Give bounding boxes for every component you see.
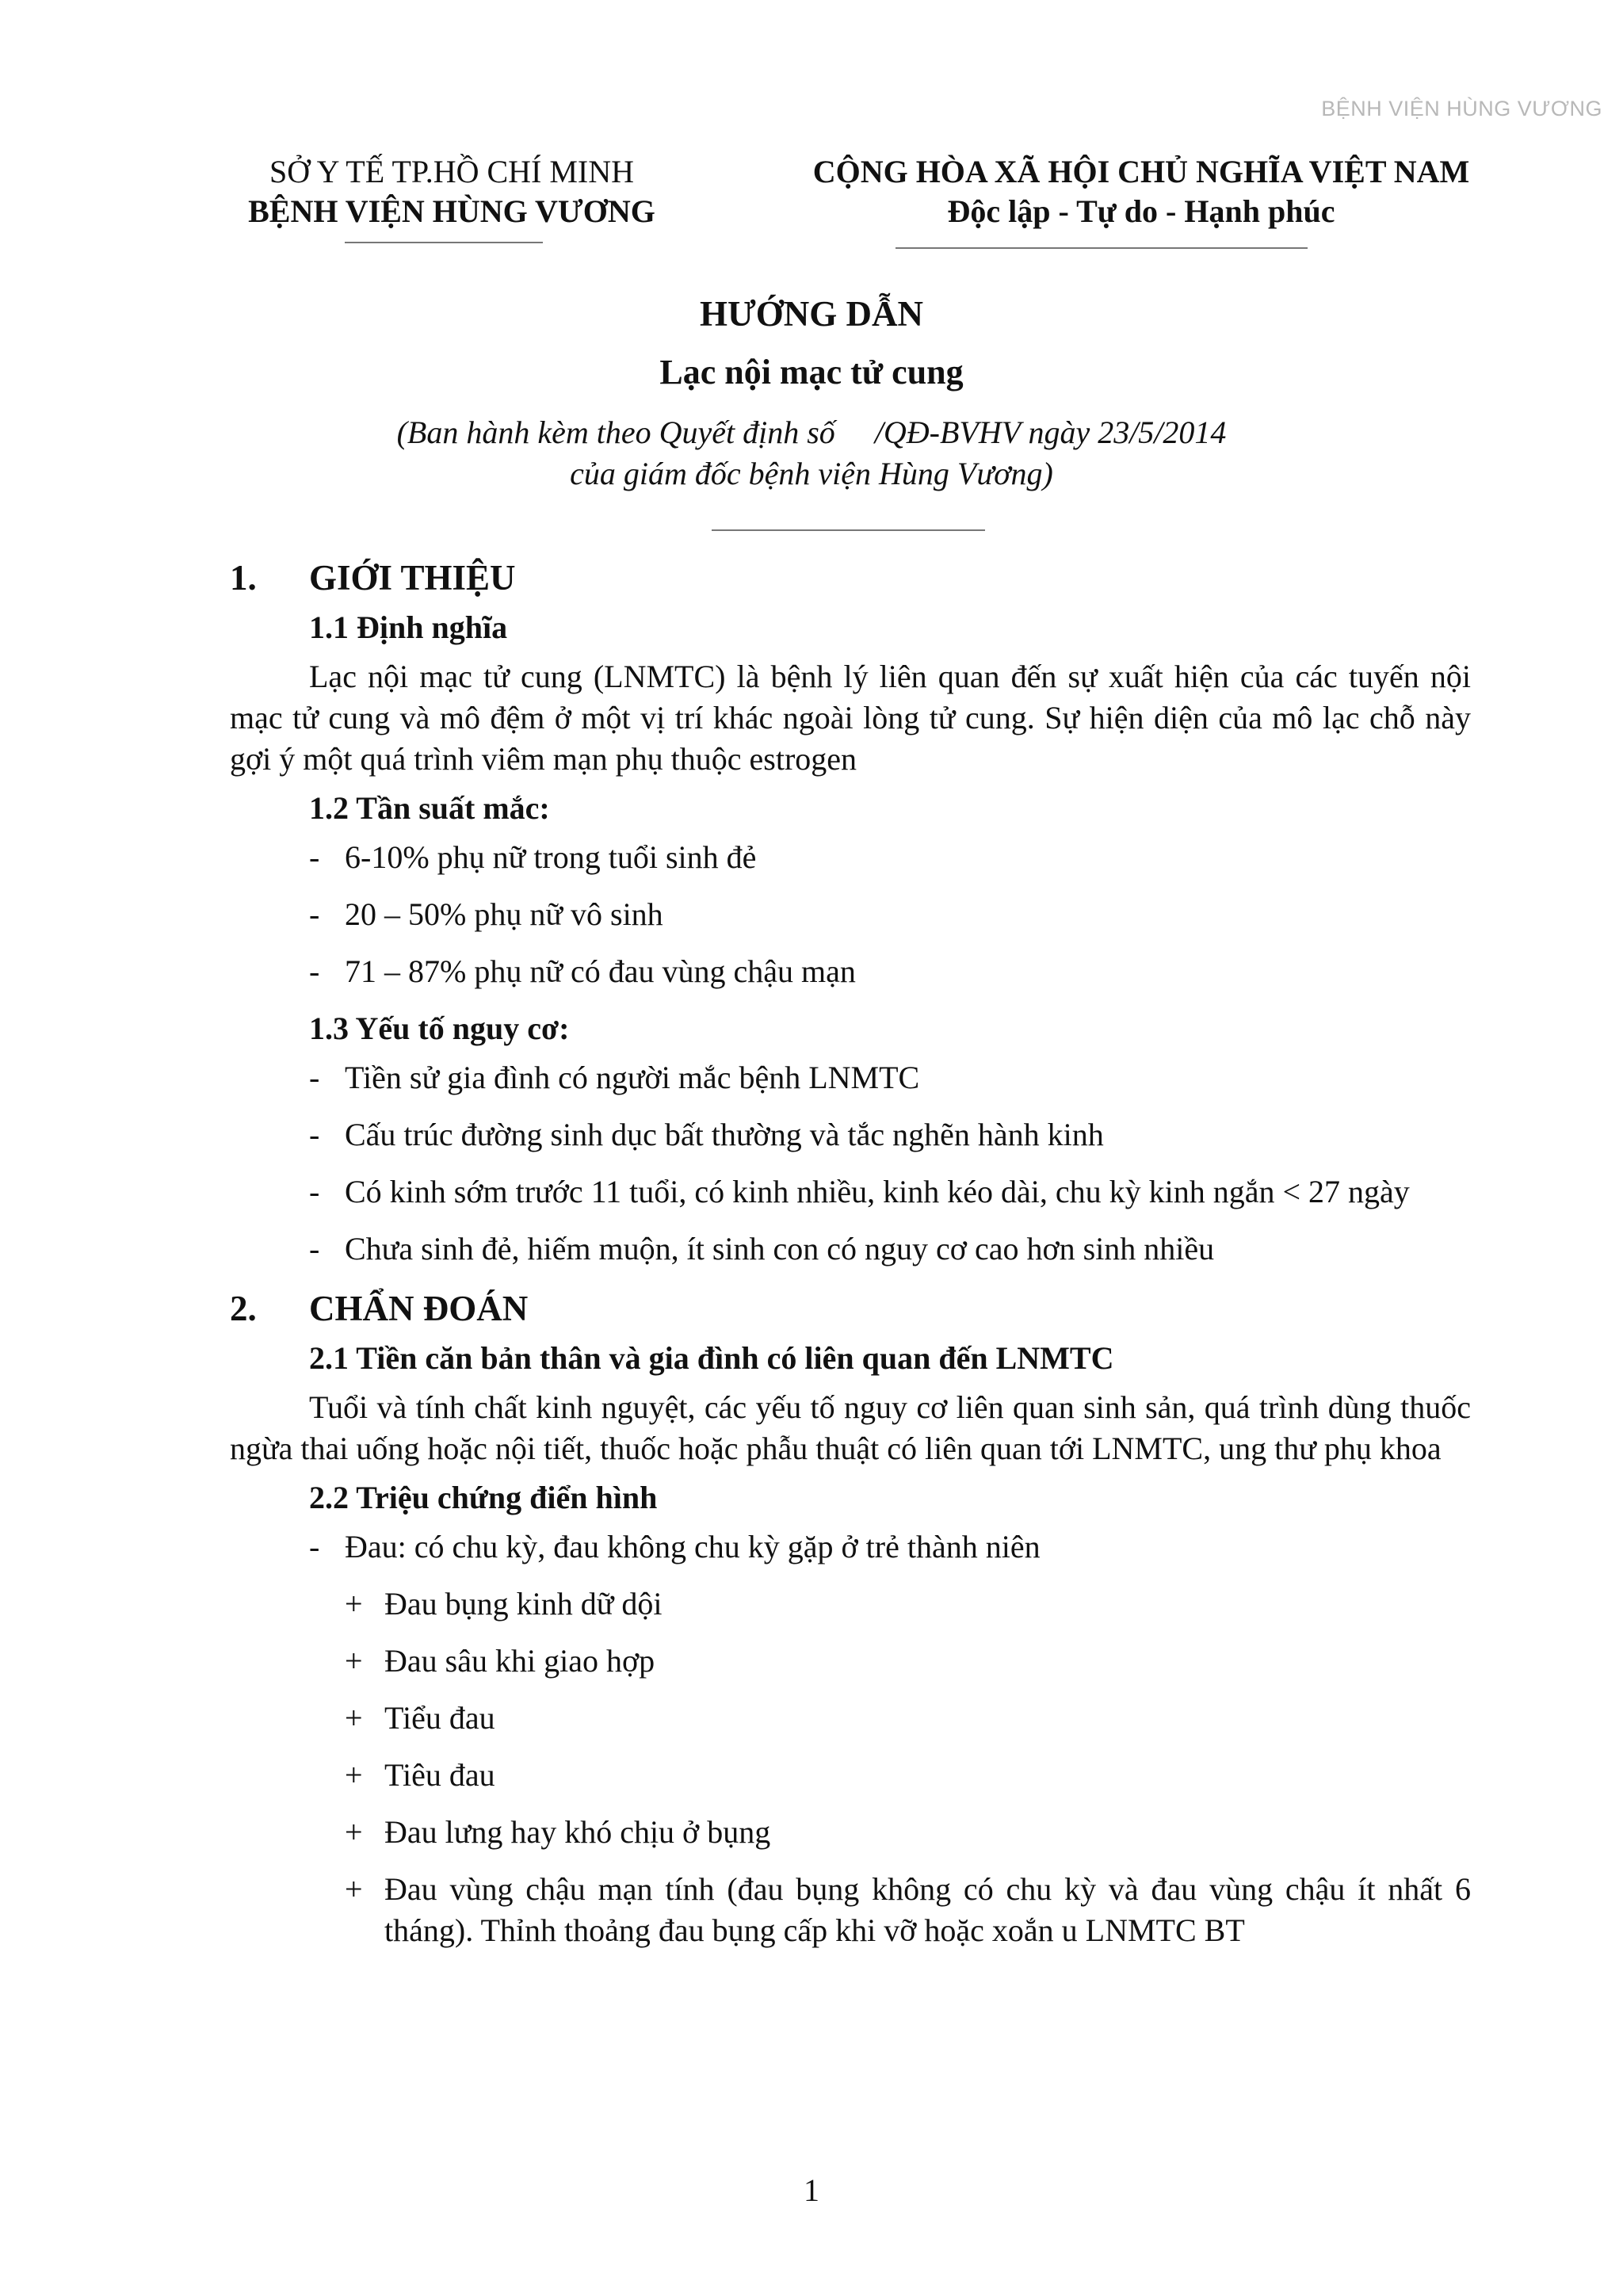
national-underline bbox=[896, 247, 1308, 249]
sub-list-item bbox=[230, 1584, 1471, 1625]
sub-list-item bbox=[230, 1641, 1471, 1682]
list-item bbox=[230, 951, 1471, 992]
list-item bbox=[230, 1057, 1471, 1098]
dash-marker: - bbox=[309, 1231, 320, 1266]
subsection-heading: 1.1 Định nghĩa bbox=[309, 609, 508, 645]
plus-marker: + bbox=[345, 1757, 363, 1793]
issuer-hospital: BỆNH VIỆN HÙNG VƯƠNG bbox=[248, 193, 655, 229]
title-underline bbox=[712, 529, 985, 531]
subsection-heading: 1.2 Tần suất mắc: bbox=[309, 790, 550, 826]
list-item-text: Cấu trúc đường sinh dục bất thường và tắc nghẽn hành kinh bbox=[345, 1117, 1104, 1152]
plus-marker: + bbox=[345, 1586, 363, 1622]
list-item-text: 71 – 87% phụ nữ có đau vùng chậu mạn bbox=[345, 953, 856, 989]
watermark: BỆNH VIỆN HÙNG VƯƠNG bbox=[1321, 97, 1602, 120]
sub-list-item-text: Đau lưng hay khó chịu ở bụng bbox=[384, 1814, 771, 1850]
subsection-heading: 2.2 Triệu chứng điển hình bbox=[309, 1480, 658, 1515]
sub-list-item-text: Đau vùng chậu mạn tính (đau bụng không có chu kỳ và đau vùng chậu ít nhất 6 tháng). Thỉnh thoảng đau bụng cấp khi vỡ hoặc xoắn u LNMTC BT bbox=[384, 1871, 1471, 1948]
list-item bbox=[230, 1114, 1471, 1156]
dash-marker: - bbox=[309, 1060, 320, 1095]
section-title: GIỚI THIỆU bbox=[309, 558, 516, 598]
national-header bbox=[777, 152, 1506, 231]
issuance-line-1: (Ban hành kèm theo Quyết định số /QĐ-BVHV ngày 23/5/2014 bbox=[396, 415, 1227, 450]
list-item bbox=[230, 1171, 1471, 1213]
sub-list-item bbox=[230, 1812, 1471, 1853]
section-heading bbox=[230, 1286, 1471, 1331]
sub-list-item bbox=[230, 1869, 1471, 1951]
dash-marker: - bbox=[309, 896, 320, 932]
document-body bbox=[230, 555, 1471, 1967]
list-item-text: Đau: có chu kỳ, đau không chu kỳ gặp ở trẻ thành niên bbox=[345, 1529, 1041, 1564]
section-number: 2. bbox=[230, 1289, 257, 1328]
section-number: 1. bbox=[230, 558, 257, 598]
list-item-text: Có kinh sớm trước 11 tuổi, có kinh nhiều, kinh kéo dài, chu kỳ kinh ngắn < 27 ngày bbox=[345, 1174, 1410, 1209]
dash-marker: - bbox=[309, 1529, 320, 1564]
issuer-header bbox=[230, 152, 674, 231]
sub-list-item-text: Tiêu đau bbox=[384, 1757, 495, 1793]
subsection-heading: 2.1 Tiền căn bản thân và gia đình có liên quan đến LNMTC bbox=[309, 1340, 1114, 1376]
dash-marker: - bbox=[309, 839, 320, 875]
issuer-underline bbox=[345, 242, 543, 243]
issuer-department: SỞ Y TẾ TP.HỒ CHÍ MINH bbox=[269, 154, 635, 189]
paragraph: Tuổi và tính chất kinh nguyệt, các yếu tố nguy cơ liên quan sinh sản, quá trình dùng thuốc ngừa thai uống hoặc nội tiết, thuốc hoặc phẫu thuật có liên quan tới LNMTC, ung thư phụ khoa bbox=[230, 1389, 1471, 1466]
list-item-text: 6-10% phụ nữ trong tuổi sinh đẻ bbox=[345, 839, 757, 875]
issuance-line-2: của giám đốc bệnh viện Hùng Vương) bbox=[570, 456, 1053, 491]
list-item bbox=[230, 837, 1471, 878]
section-heading bbox=[230, 555, 1471, 601]
list-item-text: 20 – 50% phụ nữ vô sinh bbox=[345, 896, 663, 932]
sub-list-item-text: Đau sâu khi giao hợp bbox=[384, 1643, 655, 1679]
list-item bbox=[230, 1526, 1471, 1568]
list-item bbox=[230, 894, 1471, 935]
subsection-heading: 1.3 Yếu tố nguy cơ: bbox=[309, 1010, 570, 1046]
issuance-note bbox=[0, 412, 1623, 495]
plus-marker: + bbox=[345, 1643, 363, 1679]
dash-marker: - bbox=[309, 1117, 320, 1152]
paragraph: Lạc nội mạc tử cung (LNMTC) là bệnh lý liên quan đến sự xuất hiện của các tuyến nội mạc tử cung và mô đệm ở một vị trí khác ngoài lòng tử cung. Sự hiện diện của mô lạc chỗ này gợi ý một quá trình viêm mạn phụ thuộc estrogen bbox=[230, 659, 1471, 777]
dash-marker: - bbox=[309, 953, 320, 989]
sub-list-item bbox=[230, 1698, 1471, 1739]
national-motto: Độc lập - Tự do - Hạnh phúc bbox=[947, 193, 1335, 229]
plus-marker: + bbox=[345, 1871, 363, 1907]
document-type: HƯỚNG DẪN bbox=[699, 294, 924, 334]
sub-list-item bbox=[230, 1755, 1471, 1796]
plus-marker: + bbox=[345, 1814, 363, 1850]
sub-list-item-text: Tiểu đau bbox=[384, 1700, 495, 1736]
list-item bbox=[230, 1228, 1471, 1270]
sub-list-item-text: Đau bụng kinh dữ dội bbox=[384, 1586, 663, 1622]
plus-marker: + bbox=[345, 1700, 363, 1736]
page-number: 1 bbox=[804, 2172, 819, 2208]
dash-marker: - bbox=[309, 1174, 320, 1209]
section-title: CHẨN ĐOÁN bbox=[309, 1289, 529, 1328]
document-subject: Lạc nội mạc tử cung bbox=[659, 353, 964, 392]
national-name: CỘNG HÒA XÃ HỘI CHỦ NGHĨA VIỆT NAM bbox=[812, 154, 1470, 189]
list-item-text: Chưa sinh đẻ, hiếm muộn, ít sinh con có nguy cơ cao hơn sinh nhiều bbox=[345, 1231, 1215, 1266]
list-item-text: Tiền sử gia đình có người mắc bệnh LNMTC bbox=[345, 1060, 920, 1095]
